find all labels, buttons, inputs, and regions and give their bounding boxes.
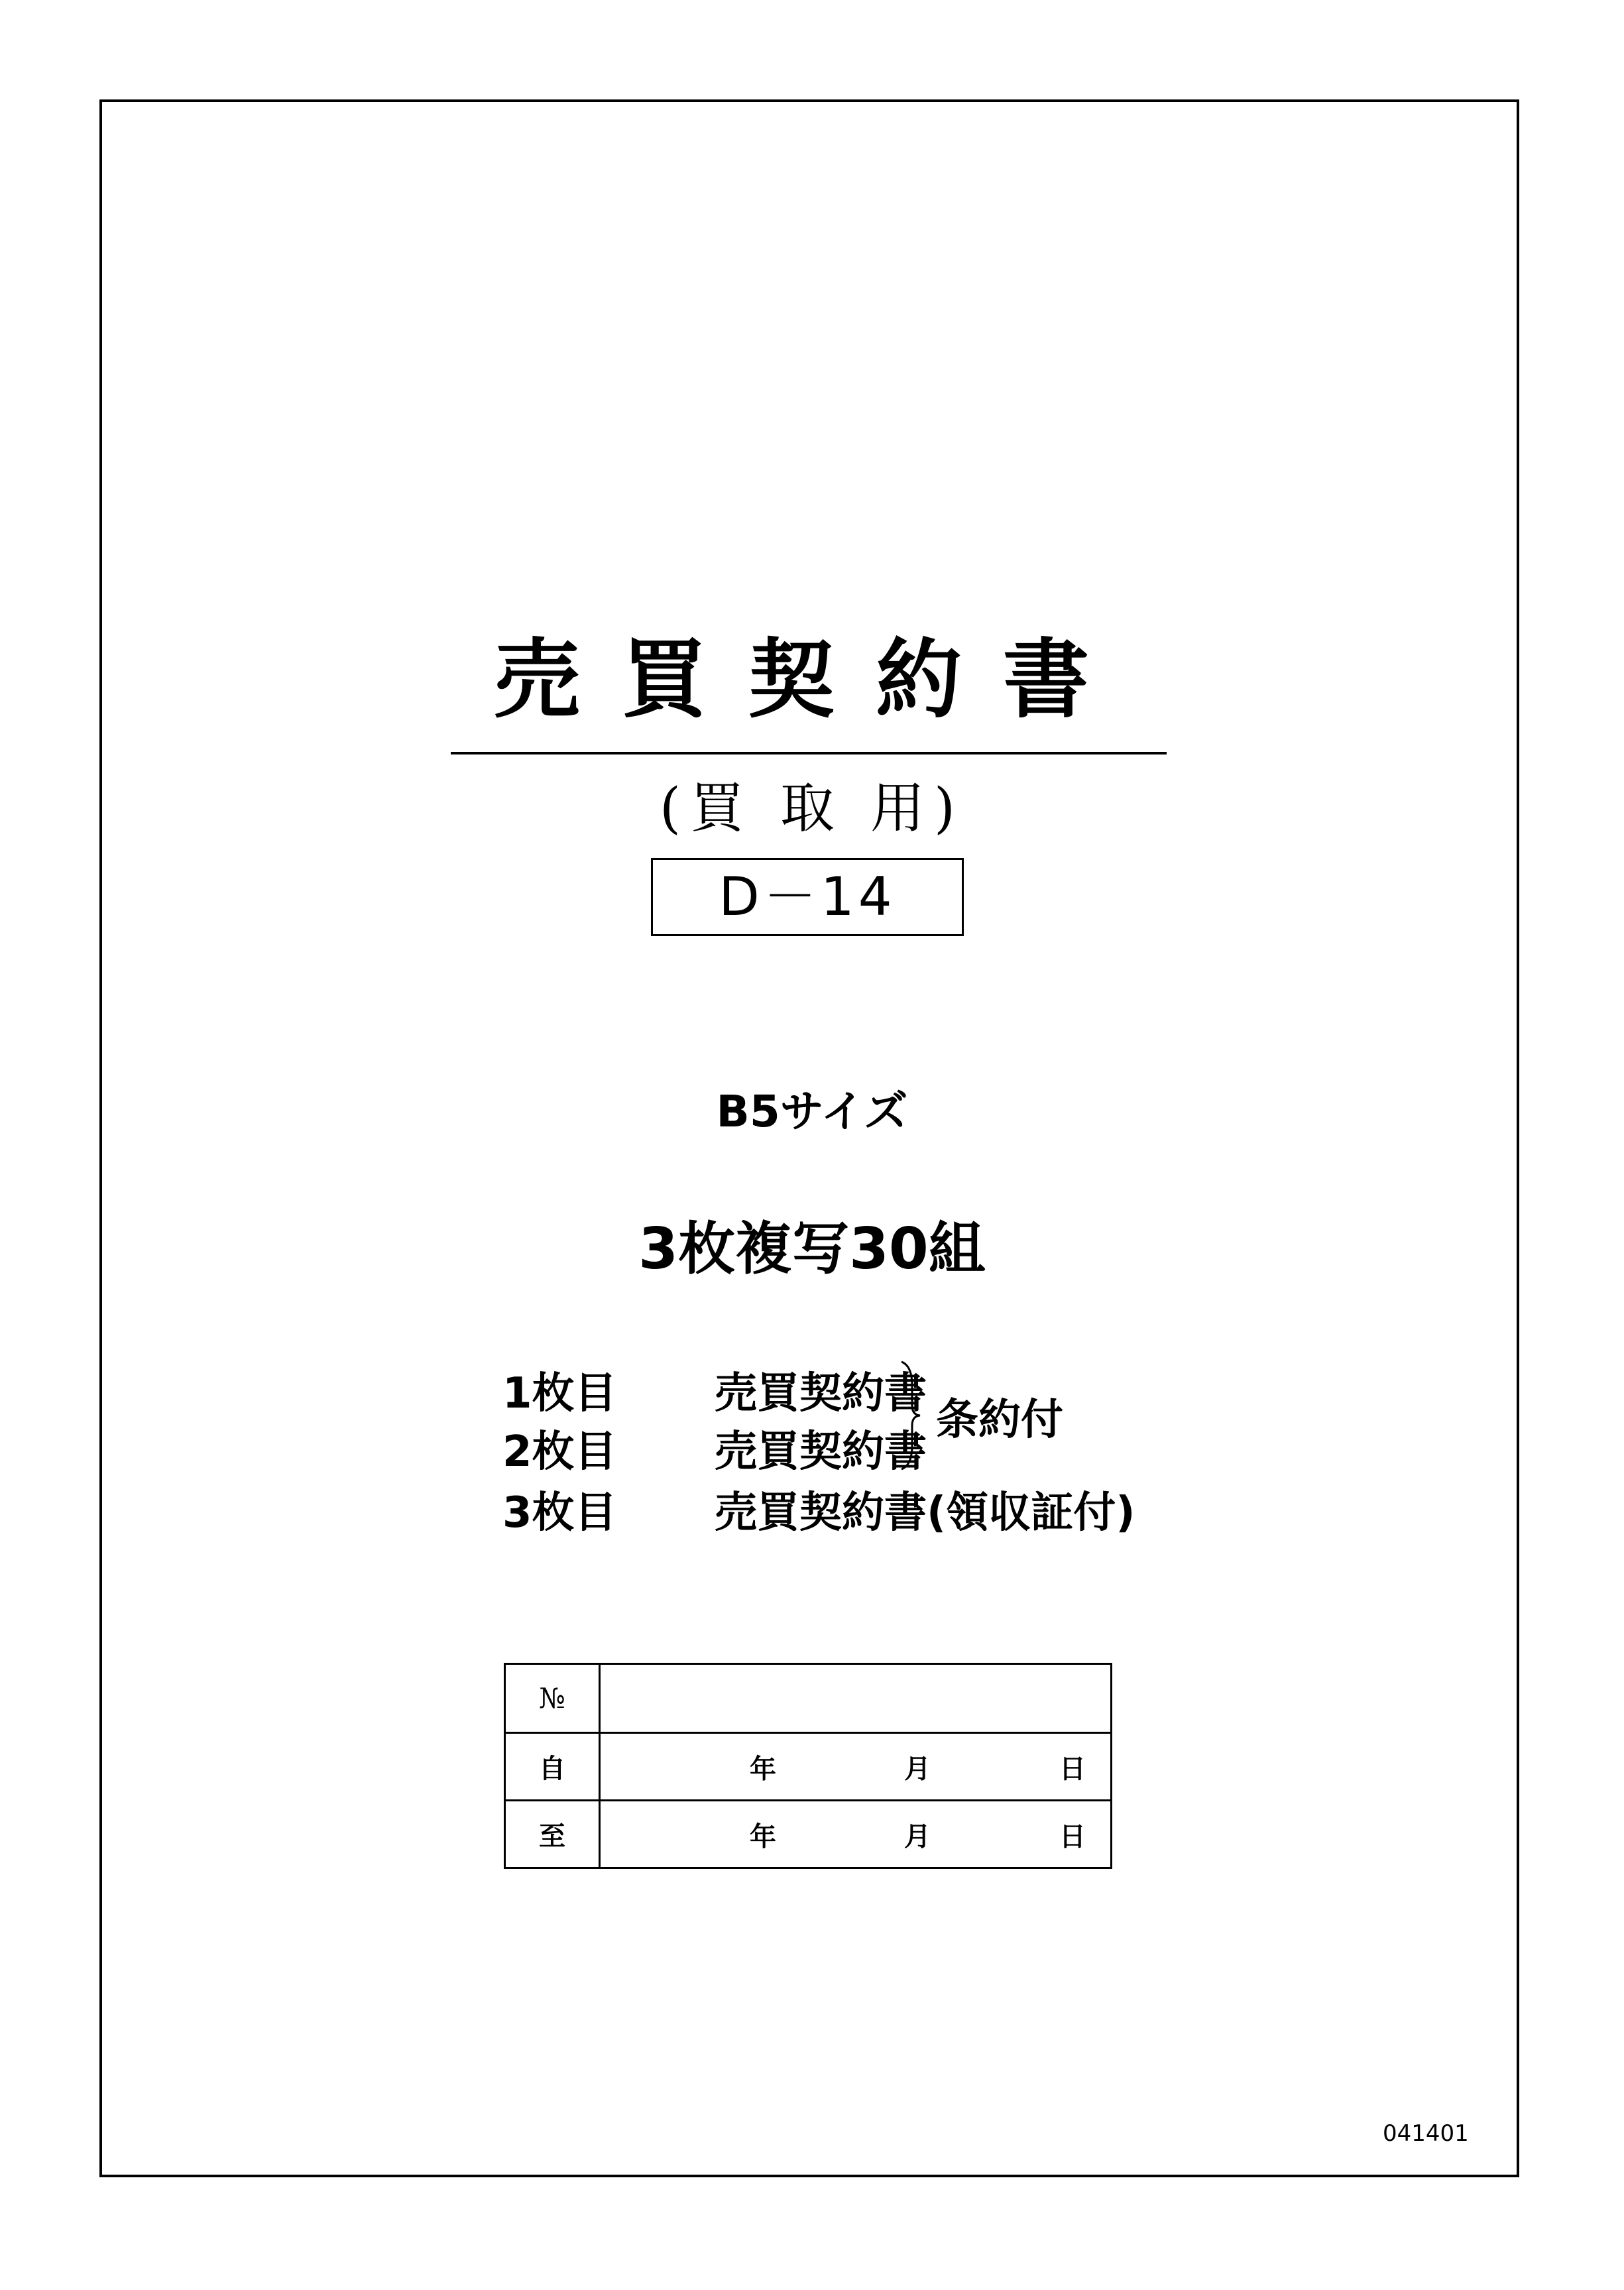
month-label: 月: [904, 1754, 931, 1784]
day-label: 日: [1059, 1821, 1086, 1852]
document-subtitle: (買 取 用): [659, 777, 965, 840]
brace-label: 条約付: [936, 1396, 1063, 1445]
table-row: [505, 1801, 1112, 1868]
table-row: [505, 1733, 1112, 1801]
sheet-name: 売買契約書: [715, 1427, 927, 1476]
to-label: 至: [505, 1801, 600, 1868]
sheet-name: 売買契約書: [715, 1369, 927, 1418]
sheet-line-3: [502, 1485, 1135, 1541]
sheet-name: 売買契約書(領収証付): [715, 1488, 1135, 1537]
number-field[interactable]: [600, 1664, 1112, 1733]
sheet-line-2: [502, 1424, 927, 1480]
title-underline: [451, 752, 1167, 754]
from-label: 自: [505, 1733, 600, 1801]
sheet-number: 2枚目: [502, 1427, 617, 1476]
year-label: 年: [750, 1821, 776, 1852]
copy-set-count: 3枚複写30組: [638, 1216, 986, 1282]
right-brace-icon: [899, 1359, 923, 1472]
paper-size: B5サイズ: [716, 1086, 908, 1137]
from-date-field[interactable]: [600, 1733, 1112, 1801]
table-row: [505, 1664, 1112, 1733]
year-label: 年: [750, 1754, 776, 1784]
month-label: 月: [904, 1821, 931, 1852]
sheet-number: 3枚目: [502, 1488, 617, 1537]
footer-code: 041401: [1383, 2120, 1469, 2147]
date-range-table: [504, 1663, 1112, 1869]
to-date-field[interactable]: [600, 1801, 1112, 1868]
sheet-line-1: [502, 1366, 927, 1421]
document-title: 売買契約書: [493, 629, 1130, 730]
product-code: D－14: [651, 858, 964, 936]
sheet-number: 1枚目: [502, 1369, 617, 1418]
day-label: 日: [1059, 1754, 1086, 1784]
number-label: №: [505, 1664, 600, 1733]
